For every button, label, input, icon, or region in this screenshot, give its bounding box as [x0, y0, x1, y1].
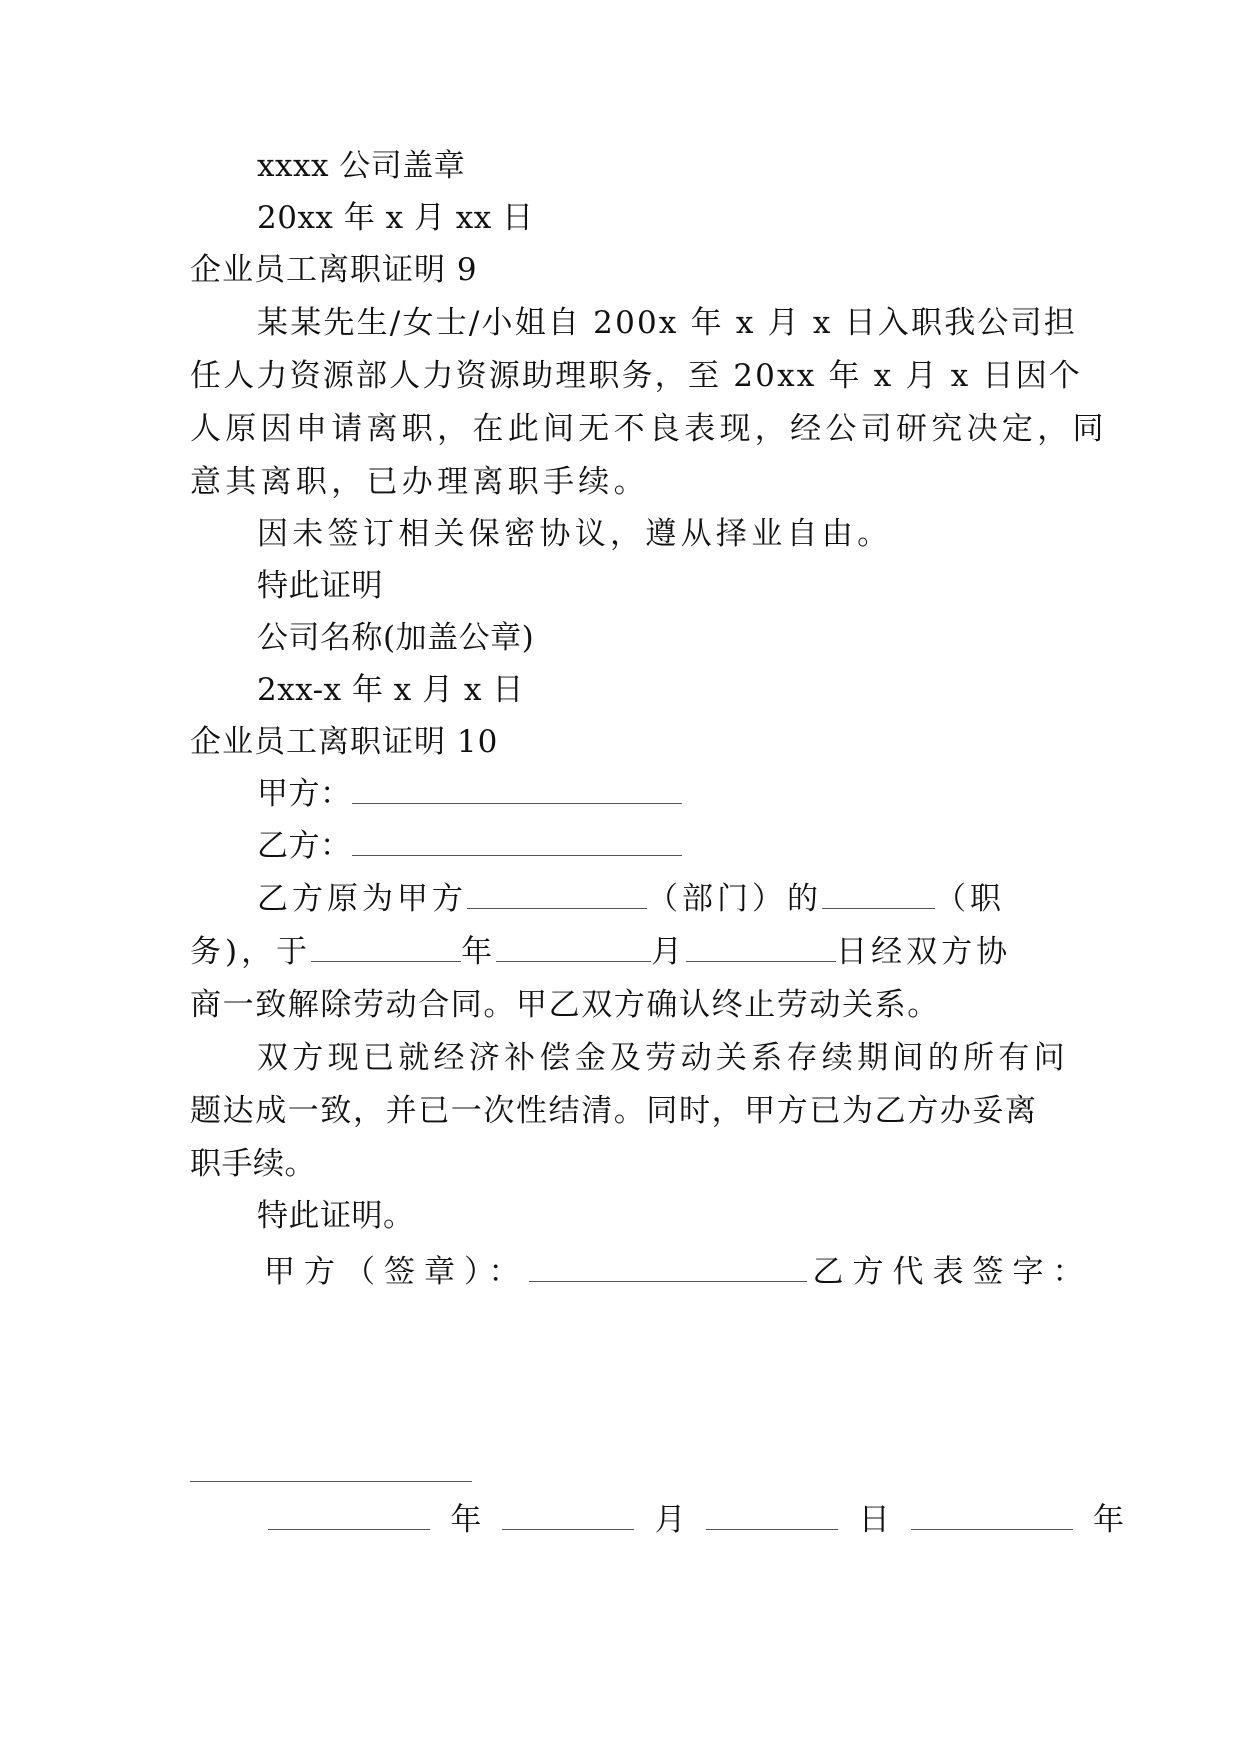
blank-line — [822, 886, 935, 909]
year-label: 年 — [450, 1502, 482, 1538]
hereby-text: 特此证明 — [257, 568, 383, 604]
paragraph-text: （部门）的 — [647, 881, 822, 917]
party-b-line — [257, 826, 1117, 866]
stamp-line: xxxx 公司盖章 — [257, 148, 466, 184]
date-line: 2xx-x 年 x 月 x 日 — [257, 672, 524, 708]
paragraph-text: （职 — [935, 881, 1005, 917]
blank-line — [502, 1507, 634, 1530]
sign-b-label: 乙方代表签字： — [812, 1254, 1093, 1290]
paragraph-text: 日经双方协 — [836, 934, 1012, 970]
party-a-line — [257, 774, 1117, 814]
year-label: 年 — [1093, 1502, 1125, 1538]
paragraph-line — [257, 879, 1047, 919]
month-label: 月 — [654, 1502, 687, 1538]
paragraph-line — [257, 303, 1078, 343]
blank-line — [706, 1507, 838, 1530]
company-name-text: 公司名称(加盖公章) — [257, 620, 535, 656]
paragraph-line: 商一致解除劳动合同。甲乙双方确认终止劳动关系。 — [190, 987, 940, 1023]
paragraph-line: 意其离职，已办理离职手续。 — [190, 464, 649, 500]
paragraph-text: 某某先生/女士/小姐自 200x 年 x 月 x 日入职我公司担 — [257, 305, 1078, 341]
party-a-label: 甲方： — [257, 776, 352, 812]
paragraph-text: 务)，于 — [190, 934, 312, 970]
blank-line — [529, 1259, 807, 1282]
blank-line — [496, 939, 651, 962]
section-heading-10: 企业员工离职证明 10 — [190, 724, 499, 760]
party-b-label: 乙方： — [257, 828, 352, 864]
day-label: 日 — [858, 1502, 891, 1538]
sign-a-label: 甲方（签章）： — [264, 1254, 529, 1290]
blank-line — [190, 1480, 472, 1482]
blank-line — [268, 1507, 430, 1530]
paragraph-line — [190, 932, 1050, 972]
paragraph-line: 任人力资源部人力资源助理职务，至 20xx 年 x 月 x 日因个 — [190, 358, 1083, 394]
blank-line — [352, 781, 682, 804]
blank-line — [911, 1507, 1073, 1530]
hereby-text: 特此证明。 — [257, 1198, 415, 1234]
date-line: 20xx 年 x 月 xx 日 — [257, 200, 534, 236]
paragraph-text: 年 — [461, 934, 497, 970]
paragraph-line: 职手续。 — [190, 1146, 316, 1182]
paragraph-line: 人原因申请离职，在此间无不良表现，经公司研究决定，同 — [190, 411, 1108, 447]
blank-line — [467, 886, 647, 909]
paragraph-line: 双方现已就经济补偿金及劳动关系存续期间的所有问 — [257, 1040, 1069, 1076]
paragraph-line: 题达成一致，并已一次性结清。同时，甲方已为乙方办妥离 — [190, 1093, 1038, 1129]
date-blanks-line — [268, 1500, 1125, 1540]
paragraph-text: 月 — [651, 934, 687, 970]
blank-line — [352, 833, 682, 856]
confidentiality-text: 因未签订相关保密协议，遵从择业自由。 — [257, 516, 893, 552]
signature-line — [264, 1252, 1093, 1292]
section-heading-9: 企业员工离职证明 9 — [190, 252, 478, 288]
blank-line — [311, 939, 461, 962]
paragraph-text: 乙方原为甲方 — [257, 881, 467, 917]
blank-line — [686, 939, 836, 962]
